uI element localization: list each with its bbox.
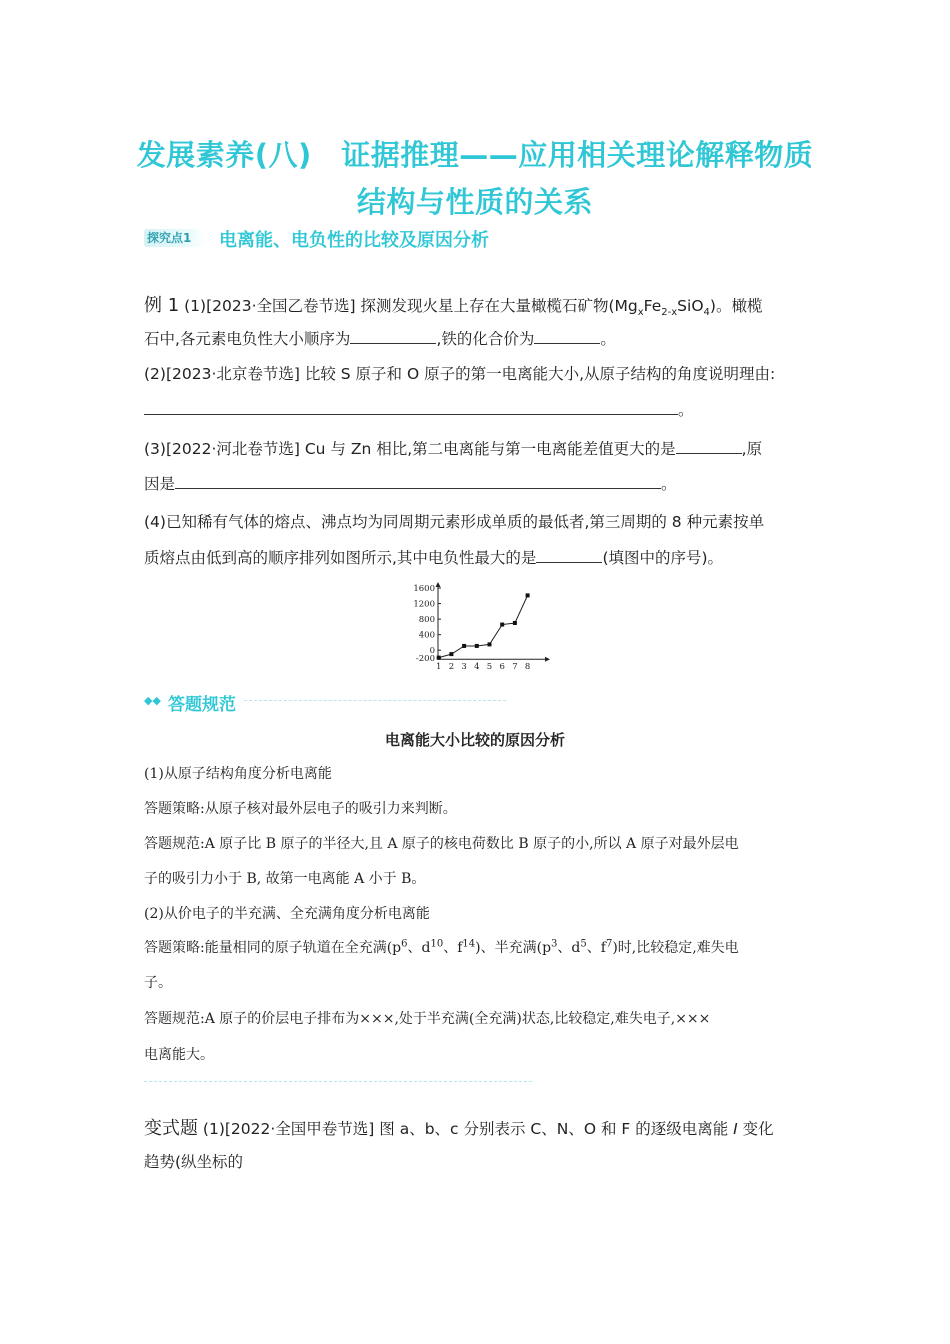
formula-fe: Fe — [643, 297, 662, 315]
answer-blank-q3-element[interactable] — [676, 437, 742, 454]
example-1-line-4 — [144, 398, 694, 420]
spec-paragraph-8: 答题规范:A 原子的价层电子排布为×××,处于半充满(全充满)状态,比较稳定,难失电子,××× — [144, 1011, 711, 1027]
x-tick-label: 5 — [486, 662, 493, 672]
y-tick-label: 400 — [418, 630, 435, 641]
example-q3-text-2: ,原 — [741, 440, 763, 458]
y-tick-label: 1600 — [413, 584, 435, 594]
example-1-line-7 — [144, 510, 764, 532]
data-point — [475, 644, 479, 648]
sup-6: 6 — [401, 938, 408, 950]
series-line — [439, 595, 528, 657]
y-axis-arrow — [436, 582, 441, 587]
variant-text-2: 变化 — [737, 1120, 774, 1138]
sup-10: 10 — [430, 938, 444, 950]
variant-line-1 — [144, 1114, 774, 1140]
data-point — [449, 652, 453, 656]
variant-text-1: (1)[2022·全国甲卷节选] 图 a、b、c 分别表示 C、N、O 和 F 的逐级电离能 — [198, 1120, 734, 1138]
x-tick-label: 1 — [435, 662, 442, 672]
melting-point-chart — [400, 580, 550, 672]
x-tick-label: 2 — [448, 662, 455, 672]
example-1-line-5 — [144, 437, 762, 459]
example-1-line-1 — [144, 291, 762, 318]
example-q2-text: (2)[2023·北京卷节选] 比较 S 原子和 O 原子的第一电离能大小,从原子结构的角度说明理由: — [144, 365, 776, 383]
example-1-line-6 — [144, 472, 677, 494]
example-q3-end: 。 — [661, 475, 677, 493]
answer-blank-valence[interactable] — [534, 327, 600, 344]
data-point — [437, 656, 441, 660]
data-point — [462, 644, 466, 648]
y-tick-label: 800 — [418, 615, 435, 626]
spec-p6-c: 、f — [443, 940, 463, 956]
data-point — [488, 642, 492, 646]
sup-3: 3 — [551, 938, 558, 950]
x-tick-label: 8 — [524, 662, 531, 672]
answer-blank-q4[interactable] — [536, 546, 602, 563]
explore-point-badge — [144, 229, 206, 247]
variant-symbol-i: I — [733, 1120, 738, 1138]
spec-paragraph-9: 电离能大。 — [144, 1047, 214, 1063]
y-tick-label: 1200 — [413, 599, 435, 610]
spec-p6-a: 答题策略:能量相同的原子轨道在全充满(p — [144, 940, 402, 956]
dashed-divider — [244, 700, 506, 701]
example-q4-text-2: 质熔点由低到高的顺序排列如图所示,其中电负性最大的是 — [144, 549, 537, 567]
data-point — [526, 593, 530, 597]
spec-p6-d: )、半充满(p — [475, 940, 552, 956]
x-tick-label: 6 — [499, 662, 505, 672]
x-tick-label: 3 — [461, 662, 467, 672]
spec-paragraph-3: 答题规范:A 原子比 B 原子的半径大,且 A 原子的核电荷数比 B 原子的小,所以 A 原子对最外层电 — [144, 836, 739, 852]
data-point — [513, 621, 517, 625]
spec-p6-b: 、d — [407, 940, 431, 956]
x-axis-arrow — [545, 657, 550, 662]
spec-paragraph-7: 子。 — [144, 975, 172, 991]
x-tick-label: 4 — [474, 662, 480, 672]
example-q3-text-3: 因是 — [144, 475, 176, 493]
example-q4-text: (4)已知稀有气体的熔点、沸点均为同周期元素形成单质的最低者,第三周期的 8 种元素按单 — [144, 513, 765, 531]
sup-7: 7 — [605, 938, 613, 950]
example-1-line-2 — [144, 327, 616, 349]
example-label: 例 1 — [144, 295, 180, 316]
answer-blank-electronegativity[interactable] — [350, 327, 436, 344]
diamond-icon: ◆◆ — [144, 694, 161, 707]
y-tick-label: -200 — [415, 654, 435, 664]
spec-p6-f: 、f — [586, 940, 606, 956]
example-q4-text-3: (填图中的序号)。 — [602, 549, 724, 567]
formula-sio: SiO — [677, 297, 704, 315]
sup-14: 14 — [462, 938, 476, 950]
x-tick-label: 7 — [512, 662, 518, 672]
data-point — [500, 623, 504, 627]
example-q3-text: (3)[2022·河北卷节选] Cu 与 Zn 相比,第二电离能与第一电离能差值更大的是 — [144, 440, 676, 458]
answer-blank-q2[interactable] — [144, 398, 678, 415]
page-title-line-1: 发展素养(八) 证据推理——应用相关理论解释物质 — [136, 138, 814, 172]
spec-paragraph-6 — [144, 937, 739, 957]
subscript-x: x — [637, 307, 644, 319]
example-q1-tail: )。橄榄 — [709, 297, 763, 315]
subscript-2-x: 2-x — [661, 307, 678, 319]
example-q2-end: 。 — [678, 401, 694, 419]
y-tick-label: 0 — [429, 646, 435, 657]
spec-paragraph-1: (1)从原子结构角度分析电离能 — [144, 766, 332, 782]
example-q1-text: (1)[2023·全国乙卷节选] 探测发现火星上存在大量橄榄石矿物(Mg — [184, 297, 638, 315]
example-1-line-8 — [144, 546, 723, 568]
explore-point-title: 电离能、电负性的比较及原因分析 — [219, 230, 489, 251]
spec-paragraph-5: (2)从价电子的半充满、全充满角度分析电离能 — [144, 906, 430, 922]
answer-blank-q3-reason[interactable] — [175, 472, 661, 489]
subscript-4: 4 — [703, 307, 710, 319]
page-title-line-2: 结构与性质的关系 — [356, 185, 593, 219]
variant-label: 变式题 — [144, 1118, 198, 1139]
spec-p6-e: 、d — [557, 940, 581, 956]
explore-point-badge-label: 探究点1 — [147, 231, 192, 245]
answer-spec-label: 答题规范 — [168, 695, 236, 715]
spec-paragraph-2: 答题策略:从原子核对最外层电子的吸引力来判断。 — [144, 801, 457, 817]
spec-end-divider — [144, 1081, 532, 1082]
example-q1-end: 。 — [600, 330, 616, 348]
spec-paragraph-4: 子的吸引力小于 B, 故第一电离能 A 小于 B。 — [144, 871, 426, 887]
variant-line-2: 趋势(纵坐标的 — [144, 1153, 244, 1171]
example-q1-text-3: ,铁的化合价为 — [436, 330, 535, 348]
example-q1-text-2: 石中,各元素电负性大小顺序为 — [144, 330, 351, 348]
example-1-line-3 — [144, 362, 775, 384]
spec-p6-g: )时,比较稳定,难失电 — [612, 940, 739, 956]
sup-5: 5 — [580, 938, 587, 950]
spec-subtitle: 电离能大小比较的原因分析 — [384, 731, 565, 749]
